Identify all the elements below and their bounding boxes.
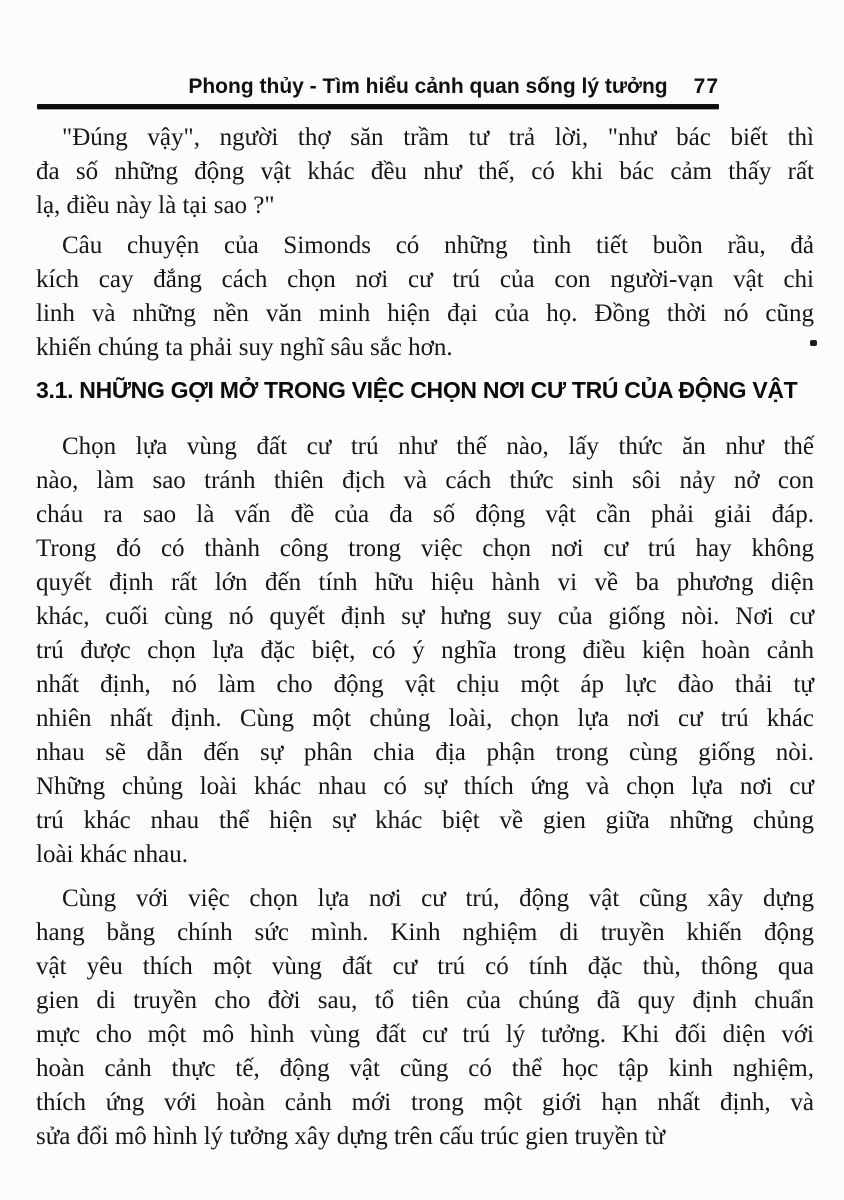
text-line: Trong đó có thành công trong việc chọn nơi cư trú hay không — [36, 535, 814, 562]
header-rule — [37, 104, 719, 109]
text-line: hoàn cảnh thực tế, động vật cũng có thể học tập kinh nghiệm, — [36, 1055, 814, 1082]
text-line: Câu chuyện của Simonds có những tình tiết buồn rầu, đả — [62, 232, 814, 259]
text-line: trú khác nhau thể hiện sự khác biệt về gien giữa những chủng — [36, 807, 814, 834]
text-line: vật yêu thích một vùng đất cư trú có tính đặc thù, thông qua — [36, 953, 814, 980]
text-line: loài khác nhau. — [36, 841, 189, 868]
text-line: trú được chọn lựa đặc biệt, có ý nghĩa trong điều kiện hoàn cảnh — [36, 637, 814, 664]
text-line: mực cho một mô hình vùng đất cư trú lý tưởng. Khi đối diện với — [36, 1021, 814, 1048]
section-heading: 3.1. NHỮNG GỢI MỞ TRONG VIỆC CHỌN NƠI CƯ TRÚ CỦA ĐỘNG VẬT — [36, 377, 798, 403]
text-line: thích ứng với hoàn cảnh mới trong một giới hạn nhất định, và — [36, 1089, 814, 1116]
text-line: Cùng với việc chọn lựa nơi cư trú, động vật cũng xây dựng — [62, 885, 814, 912]
section-paragraphs — [36, 430, 814, 1154]
text-line: hang bằng chính sức mình. Kinh nghiệm di truyền khiến động — [36, 919, 814, 946]
text-line: sửa đổi mô hình lý tưởng xây dựng trên cấu trúc gien truyền từ — [36, 1123, 666, 1150]
text-line: Chọn lựa vùng đất cư trú như thế nào, lấy thức ăn như thế — [62, 433, 814, 460]
text-line: nhau sẽ dẫn đến sự phân chia địa phận trong cùng giống nòi. — [36, 739, 814, 766]
text-line: linh và những nền văn minh hiện đại của họ. Đồng thời nó cũng — [36, 300, 814, 327]
paragraph — [36, 882, 814, 1154]
paragraph — [36, 229, 814, 365]
text-line: "Đúng vậy", người thợ săn trầm tư trả lời, "như bác biết thì — [62, 124, 814, 151]
text-line: khiến chúng ta phải suy nghĩ sâu sắc hơn. — [36, 334, 453, 361]
ink-speck — [810, 340, 817, 346]
text-line: nhiên nhất định. Cùng một chủng loài, chọn lựa nơi cư trú khác — [36, 705, 814, 732]
text-line: cháu ra sao là vấn đề của đa số động vật cần phải giải đáp. — [36, 501, 814, 528]
running-header — [36, 74, 719, 100]
text-line: nhất định, nó làm cho động vật chịu một áp lực đào thải tự — [36, 671, 814, 698]
text-line: khác, cuối cùng nó quyết định sự hưng suy của giống nòi. Nơi cư — [36, 603, 814, 630]
paragraph — [36, 430, 814, 872]
text-line: nào, làm sao tránh thiên địch và cách thức sinh sôi nảy nở con — [36, 467, 814, 494]
running-header-title: Phong thủy - Tìm hiểu cảnh quan sống lý tưởng — [188, 75, 668, 98]
text-line: Những chủng loài khác nhau có sự thích ứng và chọn lựa nơi cư — [36, 773, 814, 800]
text-line: quyết định rất lớn đến tính hữu hiệu hành vi về ba phương diện — [36, 569, 814, 596]
text-line: gien di truyền cho đời sau, tổ tiên của chúng đã quy định chuẩn — [36, 987, 814, 1014]
intro-paragraphs — [36, 121, 814, 365]
body-text — [36, 121, 814, 1154]
text-line: kích cay đắng cách chọn nơi cư trú của con người-vạn vật chi — [36, 266, 814, 293]
page-number: 77 — [693, 75, 719, 98]
text-line: đa số những động vật khác đều như thế, có khi bác cảm thấy rất — [36, 158, 814, 185]
paragraph — [36, 121, 814, 223]
text-line: lạ, điều này là tại sao ?" — [36, 192, 275, 219]
